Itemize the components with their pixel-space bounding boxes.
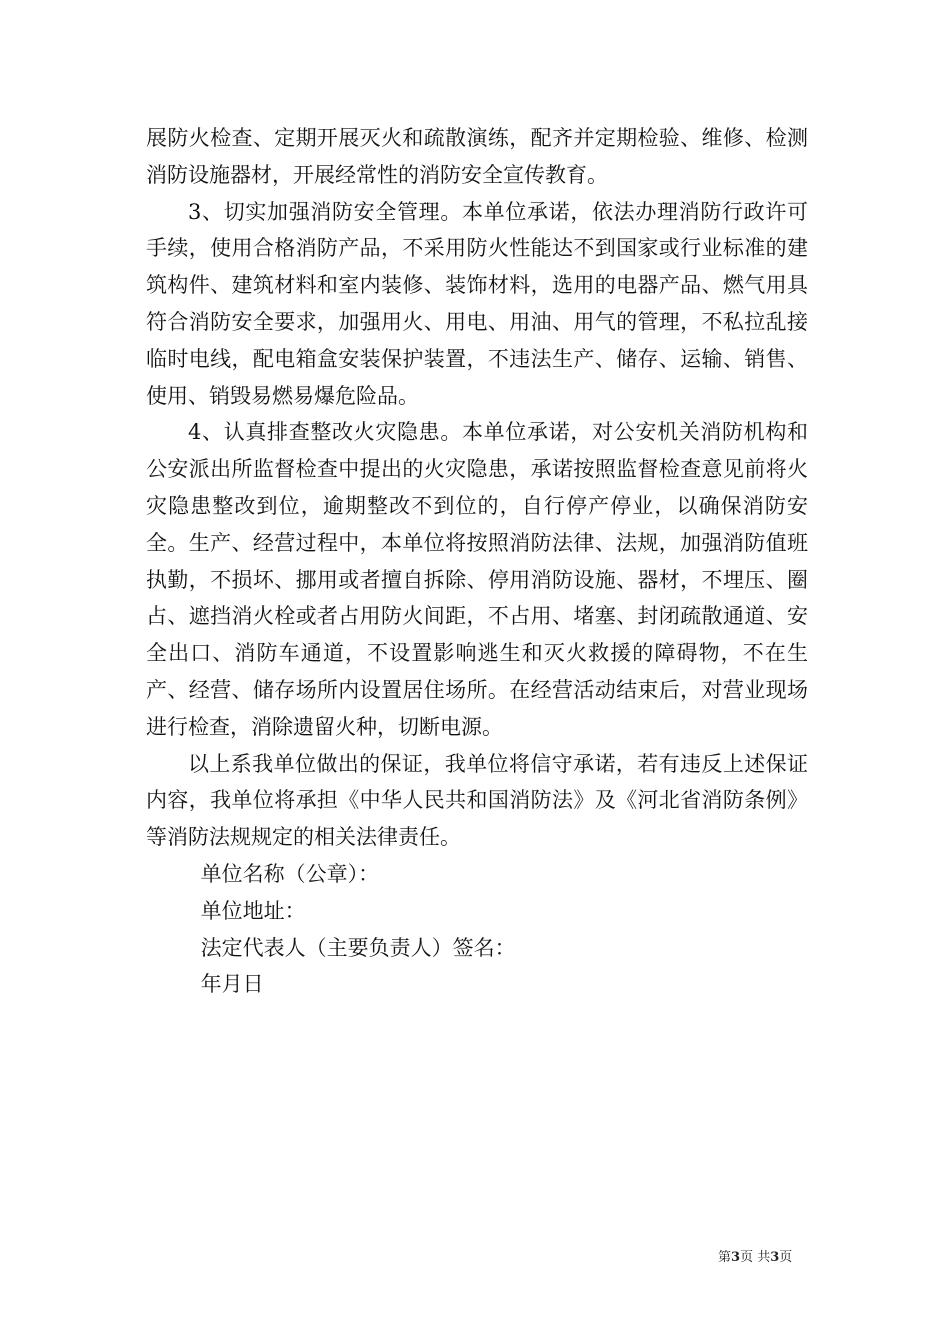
document-body <box>146 120 808 1003</box>
unit-address-line: 单位地址： <box>200 898 306 923</box>
total-pages-number: 3 <box>770 1250 780 1265</box>
current-page-number: 3 <box>731 1250 741 1265</box>
paragraph-item-3: 3、切实加强消防安全管理。本单位承诺，依法办理消防行政许可手续，使用合格消防产品，不采用防火性能达不到国家或行业标准的建筑构件、建筑材料和室内装修、装饰材料，选用的电器产品、燃气用具符合消防安全要求，加强用火、用电、用油、用气的管理，不私拉乱接临时电线，配电箱盒安装保护装置，不违法生产、储存、运输、销售、使用、销毁易燃易爆危险品。 <box>146 199 808 408</box>
unit-name-line: 单位名称（公章）： <box>200 861 380 886</box>
footer-suffix: 页 <box>779 1250 793 1265</box>
paragraph-item-4: 4、认真排查整改火灾隐患。本单位承诺，对公安机关消防机构和公安派出所监督检查中提出的火灾隐患，承诺按照监督检查意见前将火灾隐患整改到位，逾期整改不到位的，自行停产停业，以确保消防安全。生产、经营过程中，本单位将按照消防法律、法规，加强消防值班执勤，不损坏、挪用或者擅自拆除、停用消防设施、器材，不埋压、圈占、遮挡消火栓或者占用防火间距，不占用、堵塞、封闭疏散通道、安全出口、消防车通道，不设置影响逃生和灭火救援的障碍物，不在生产、经营、储存场所内设置居住场所。在经营活动结束后，对营业现场进行检查，消除遗留火种，切断电源。 <box>146 420 808 739</box>
paragraph-guarantee: 以上系我单位做出的保证，我单位将信守承诺，若有违反上述保证内容，我单位将承担《中华人民共和国消防法》及《河北省消防条例》等消防法规规定的相关法律责任。 <box>146 751 808 850</box>
footer-prefix: 第 <box>718 1250 732 1265</box>
date-line: 年月日 <box>200 972 264 997</box>
paragraph-continuation: 展防火检查、定期开展灭火和疏散演练，配齐并定期检验、维修、检测消防设施器材，开展经常性的消防安全宣传教育。 <box>146 126 808 187</box>
legal-rep-signature-line: 法定代表人（主要负责人）签名： <box>200 935 516 960</box>
footer-middle: 页 共 <box>740 1250 771 1265</box>
page-number-footer <box>718 1246 792 1265</box>
signature-block <box>146 856 808 1003</box>
